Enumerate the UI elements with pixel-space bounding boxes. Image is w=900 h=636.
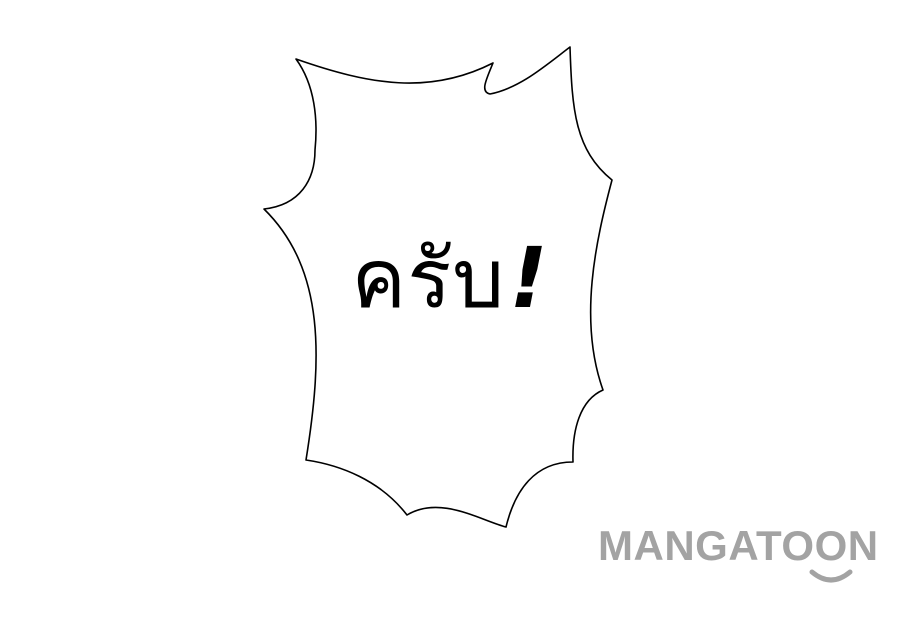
bubble-dialogue-text [300,228,600,330]
smile-icon [808,568,854,584]
watermark-logo-text: MANGATOON [598,522,879,569]
dialogue-exclamation: ! [509,229,549,327]
dialogue-word: ครับ [351,232,506,327]
mangatoon-watermark [598,524,900,588]
